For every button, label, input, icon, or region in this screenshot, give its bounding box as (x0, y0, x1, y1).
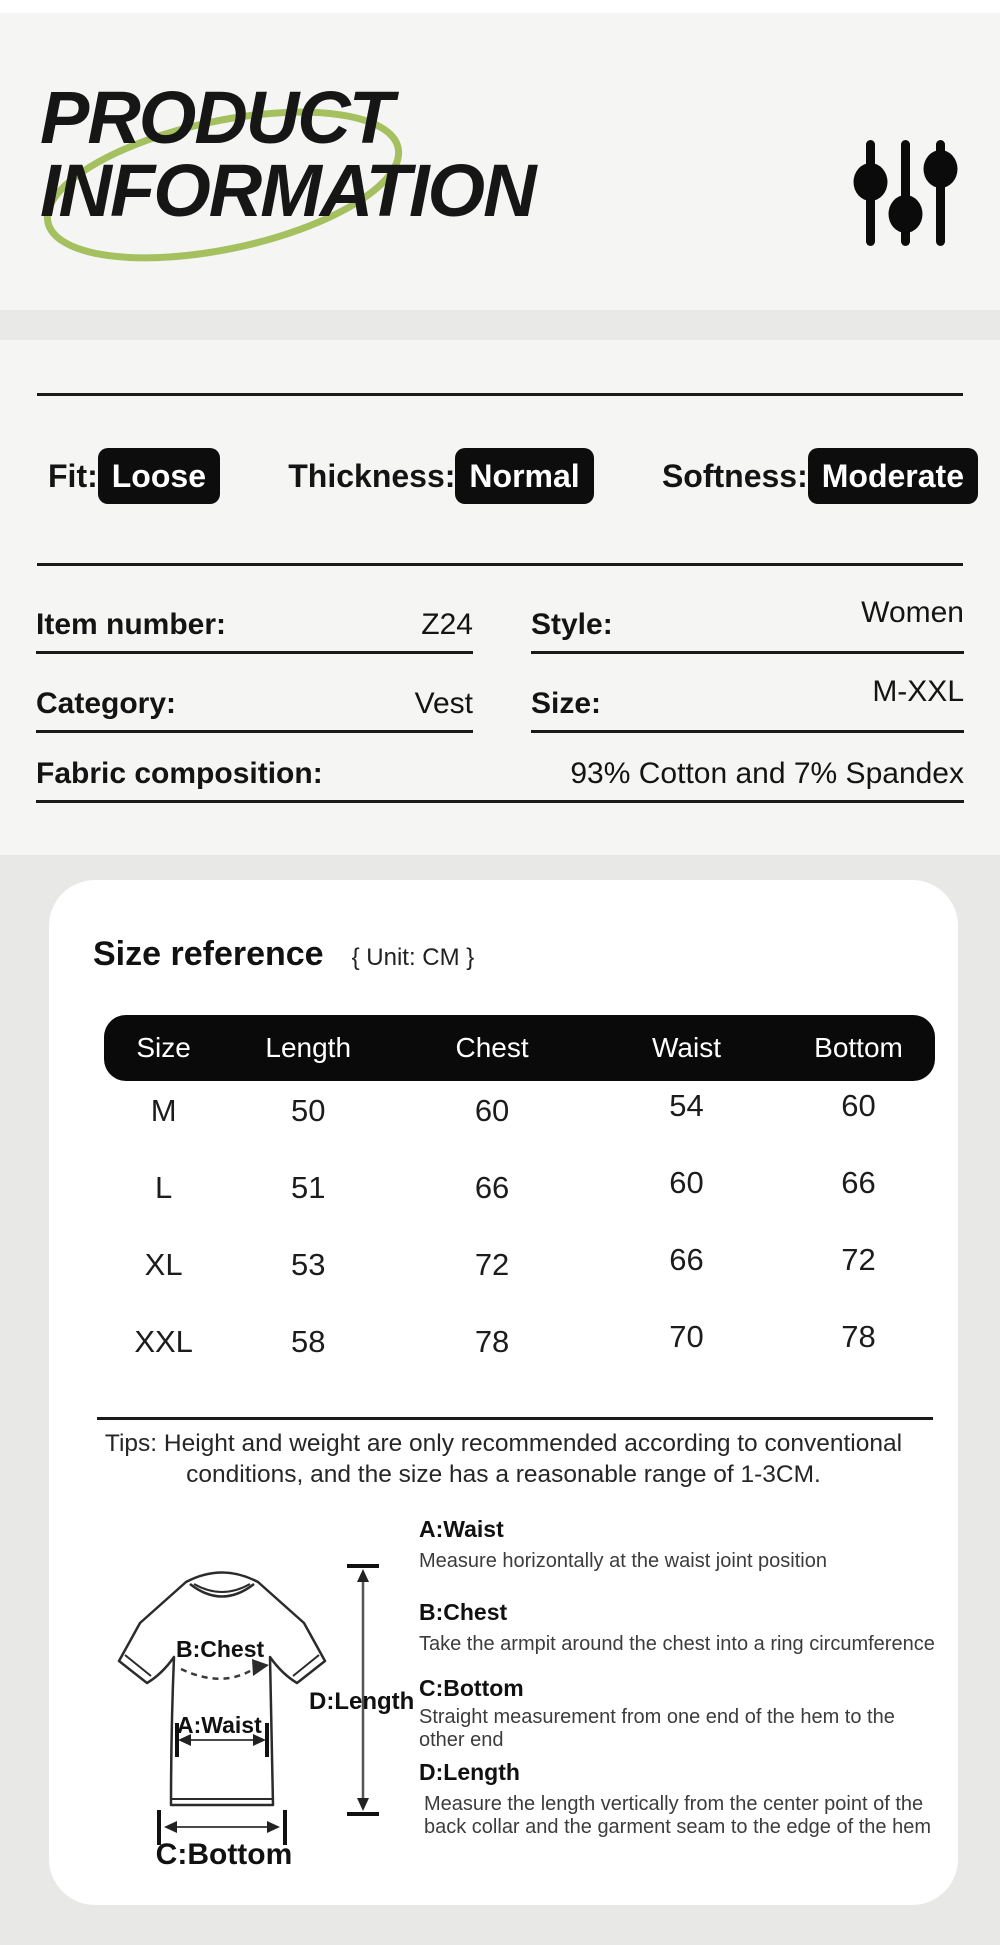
attribute-fit (48, 448, 220, 504)
attribute-label: Softness: (661, 457, 808, 494)
attribute-thickness (288, 448, 593, 504)
product-details (36, 596, 964, 803)
attribute-value-badge: Normal (455, 448, 593, 504)
detail-label: Style: (531, 608, 613, 641)
sliders-icon (848, 134, 962, 252)
column-header-waist: Waist (652, 1032, 721, 1063)
cell-size: M (150, 1092, 177, 1128)
attributes-section (0, 340, 1000, 855)
detail-category (36, 687, 473, 733)
cell-size: L (154, 1169, 173, 1205)
measure-title-chest: B:Chest (419, 1599, 508, 1626)
page-title-line2: INFORMATION (40, 149, 535, 232)
diagram-waist-label: A:Waist (177, 1712, 262, 1738)
column-header-size: Size (136, 1032, 191, 1063)
table-row (104, 1149, 935, 1226)
cell-waist: 70 (669, 1318, 704, 1354)
cell-chest: 66 (474, 1169, 510, 1205)
measure-desc-waist: Measure horizontally at the waist joint position (419, 1550, 827, 1572)
measure-title-length: D:Length (419, 1758, 520, 1785)
tips-text (49, 1428, 958, 1490)
cell-waist: 54 (669, 1087, 704, 1123)
detail-fabric (36, 757, 964, 803)
cell-length: 50 (290, 1092, 326, 1128)
top-white-strip (0, 0, 1000, 13)
detail-value: M-XXL (872, 675, 964, 708)
cell-size: XXL (134, 1323, 193, 1359)
cell-length: 51 (290, 1169, 326, 1205)
attribute-row (48, 448, 978, 504)
attribute-value-badge: Loose (98, 448, 220, 504)
measure-title-bottom: C:Bottom (419, 1674, 524, 1701)
header-section (0, 13, 1000, 310)
measure-title-waist: A:Waist (419, 1516, 504, 1542)
diagram-bottom-label: C:Bottom (155, 1838, 293, 1871)
diagram-length-label: D:Length (309, 1688, 415, 1715)
detail-label: Size: (531, 687, 602, 720)
measure-desc-length: Measure the length vertically from the center point of the back collar and the garment seam to the edge of the hem (424, 1792, 931, 1838)
measuring-diagram (49, 1510, 958, 1895)
detail-label: Fabric composition: (36, 757, 323, 790)
divider-band (0, 310, 1000, 340)
size-reference-title: Size reference (93, 935, 324, 973)
page-title-line1: PRODUCT (40, 76, 392, 159)
attribute-label: Thickness: (288, 457, 456, 494)
cell-length: 53 (290, 1246, 326, 1282)
cell-bottom: 72 (841, 1241, 876, 1277)
diagram-chest-label: B:Chest (176, 1636, 265, 1662)
details-grid (36, 596, 964, 733)
size-section-background (0, 855, 1000, 1945)
cell-chest: 78 (474, 1323, 510, 1359)
detail-value: Z24 (421, 608, 473, 641)
table-row (104, 1303, 935, 1380)
detail-item-number (36, 608, 473, 654)
table-row (104, 1226, 935, 1303)
cell-size: XL (144, 1246, 183, 1282)
horizontal-rule (37, 563, 963, 566)
detail-value: 93% Cotton and 7% Spandex (570, 757, 964, 790)
cell-bottom: 78 (841, 1318, 876, 1354)
cell-length: 58 (290, 1323, 326, 1359)
detail-style (531, 596, 964, 654)
attribute-softness (662, 448, 978, 504)
cell-chest: 60 (474, 1092, 510, 1128)
measure-instructions (419, 1516, 999, 1839)
table-row (104, 1072, 935, 1149)
tips-line2: conditions, and the size has a reasonable range of 1-3CM. (186, 1461, 821, 1488)
cell-waist: 66 (669, 1241, 704, 1277)
cell-bottom: 66 (841, 1164, 876, 1200)
horizontal-rule (37, 393, 963, 396)
cell-bottom: 60 (841, 1087, 876, 1123)
cell-waist: 60 (669, 1164, 704, 1200)
attribute-label: Fit: (48, 457, 98, 494)
detail-label: Category: (36, 687, 177, 720)
measure-desc-chest: Take the armpit around the chest into a ring circumference (419, 1633, 935, 1656)
tips-line1: Tips: Height and weight are only recommended according to conventional (104, 1430, 903, 1457)
page-title (40, 76, 535, 232)
size-unit-note: { Unit: CM } (351, 944, 475, 971)
column-header-length: Length (265, 1032, 352, 1063)
detail-label: Item number: (36, 608, 227, 641)
size-table-body (104, 1072, 935, 1380)
detail-size (531, 675, 964, 733)
tips-rule (97, 1417, 933, 1420)
attribute-value-badge: Moderate (808, 448, 978, 504)
measure-desc-bottom: Straight measurement from one end of the hem to the other end (419, 1705, 895, 1752)
size-reference-card (49, 880, 958, 1905)
size-reference-header (93, 935, 474, 974)
column-header-chest: Chest (455, 1032, 529, 1063)
column-header-bottom: Bottom (814, 1032, 903, 1063)
detail-value: Women (861, 596, 964, 629)
cell-chest: 72 (474, 1246, 510, 1282)
detail-value: Vest (414, 687, 473, 720)
